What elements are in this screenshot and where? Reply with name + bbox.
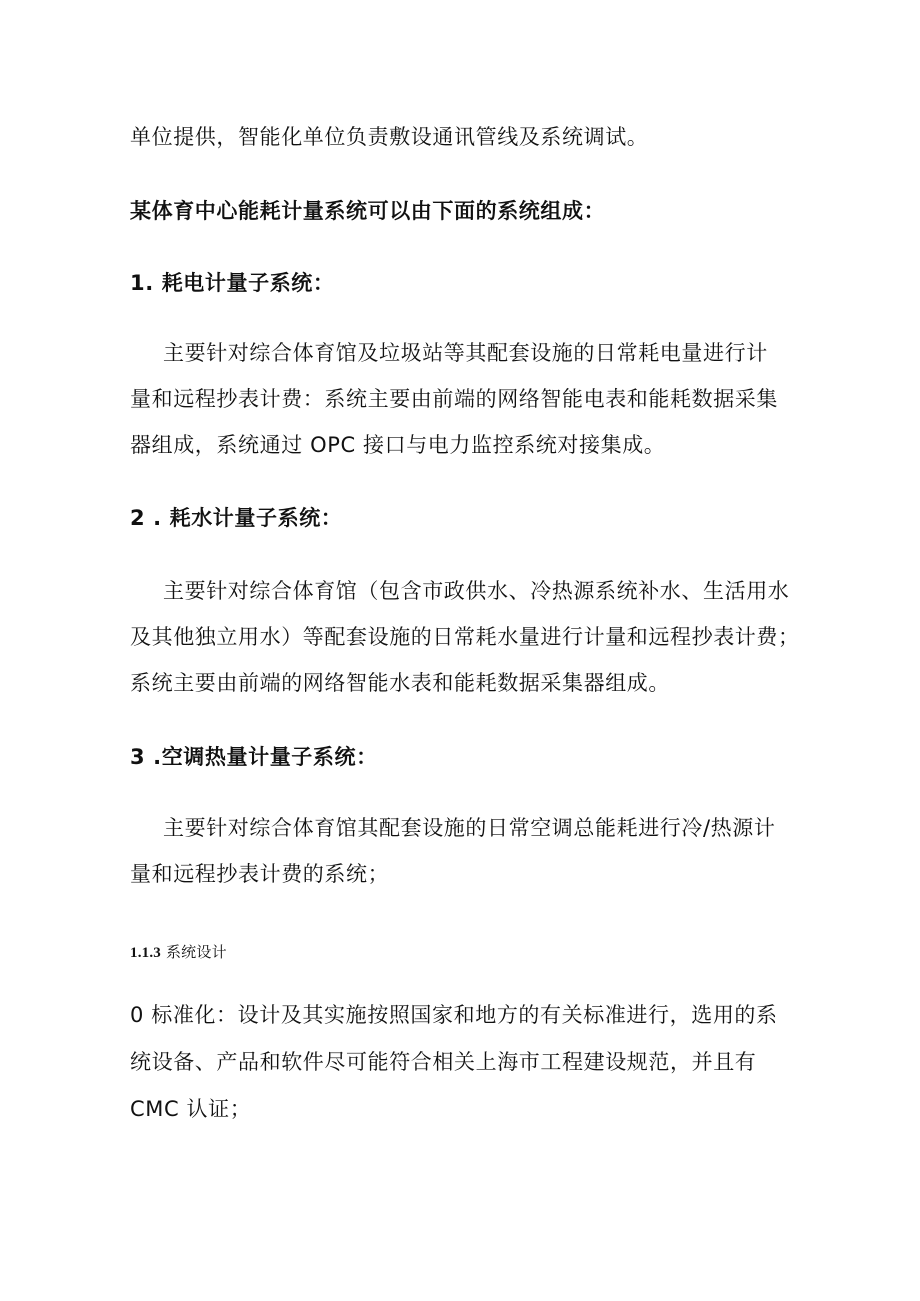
section-3-body-line: 量和远程抄表计费的系统； [130, 862, 390, 886]
standard-text-line: 统设备、产品和软件尽可能符合相关上海市工程建设规范，并且有 [130, 1050, 757, 1074]
section-2-heading: 2 . 耗水计量子系统： [130, 506, 343, 530]
section-1-heading: 1. 耗电计量子系统： [130, 271, 335, 295]
intro-tail-text: 单位提供，智能化单位负责敷设通讯管线及系统调试。 [130, 125, 649, 149]
section-3-heading: 3 .空调热量计量子系统： [130, 745, 378, 769]
section-1-body-line: 器组成，系统通过 OPC 接口与电力监控系统对接集成。 [130, 433, 666, 457]
section-1-body-line: 量和远程抄表计费：系统主要由前端的网络智能电表和能耗数据采集 [130, 387, 778, 411]
section-2-body-line: 及其他独立用水）等配套设施的日常耗水量进行计量和远程抄表计费； [130, 625, 800, 649]
subsection-title: 系统设计 [165, 943, 227, 961]
subsection-number: 1.1.3 [130, 945, 161, 961]
subsection-heading [130, 941, 227, 964]
standard-text-line: 0 标准化：设计及其实施按照国家和地方的有关标准进行，选用的系 [130, 1003, 778, 1027]
section-2-body-line: 系统主要由前端的网络智能水表和能耗数据采集器组成。 [130, 671, 670, 695]
system-heading: 某体育中心能耗计量系统可以由下面的系统组成： [130, 199, 606, 223]
section-1-body-line: 主要针对综合体育馆及垃圾站等其配套设施的日常耗电量进行计 [163, 341, 768, 365]
section-2-body-line: 主要针对综合体育馆（包含市政供水、冷热源系统补水、生活用水 [163, 579, 790, 603]
section-3-body-line: 主要针对综合体育馆其配套设施的日常空调总能耗进行冷/热源计 [163, 816, 776, 840]
standard-text-line: CMC 认证； [130, 1097, 252, 1121]
